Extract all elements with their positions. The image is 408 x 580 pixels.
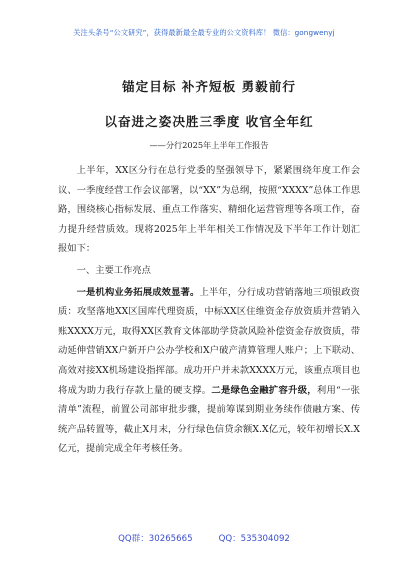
footer-qq-group: QQ群：30265665 xyxy=(118,534,193,544)
document-title-line2: 以奋进之姿决胜三季度 收官全年红 xyxy=(104,114,314,129)
document-title-line1: 锚定目标 补齐短板 勇毅前行 xyxy=(122,79,296,94)
highlight-lead-1: 一是机构业务拓展成效显著。 xyxy=(76,286,200,298)
header-banner: 关注头条号“公文研究”，获得最新最全最专业的公文资料库！ 微信：gongwenyj xyxy=(73,28,335,37)
document-subtitle: ——分行2025年上半年工作报告 xyxy=(149,140,269,150)
footer-contact xyxy=(0,532,408,544)
footer-qq: QQ：535304092 xyxy=(218,534,290,544)
highlight-lead-2: 二是绿色金融扩容升级， xyxy=(211,384,317,396)
highlight-body-2: 利用“一张清单”流程，前置公司部审批步骤，提前筹谋到期业务续作债融方案、传统产品转置等，截止X月末，分行绿色信贷余额X.X亿元，较年初增长X.X亿元，提前完成全年考核任务。 xyxy=(58,384,360,455)
intro-paragraph: 上半年，XX区分行在总行党委的坚强领导下，紧紧围绕年度工作会议、一季度经营工作会议部署，以“XX”为总纲，按照“XXXX”总体工作思路，围绕核心指标发展、重点工作落实、精细化运营管理等各项工作，奋力提升经营质效。现将2025年上半年相关工作情况及下半年工作计划汇报如下： xyxy=(58,165,360,255)
section-heading: 一、主要工作亮点 xyxy=(76,264,151,276)
highlight-body-1: 上半年，分行成功营销落地三项银政资质：攻坚落地XX区国库代理资质，中标XX区住维资金存放资质并营销入账XXXX万元，取得XX区教育文体部助学贷款风险补偿资金存放资质，带动延伸营销XX户新开户公办学校和X户破产清算管理人账户；上下联动、高效对接XX机场建设指挥部。成功开户并未款XXXX万元，该重点项目也将成为助力我行存款上量的硬支撑。 xyxy=(58,286,360,396)
document-page xyxy=(58,70,360,459)
highlight-paragraph xyxy=(58,283,360,459)
